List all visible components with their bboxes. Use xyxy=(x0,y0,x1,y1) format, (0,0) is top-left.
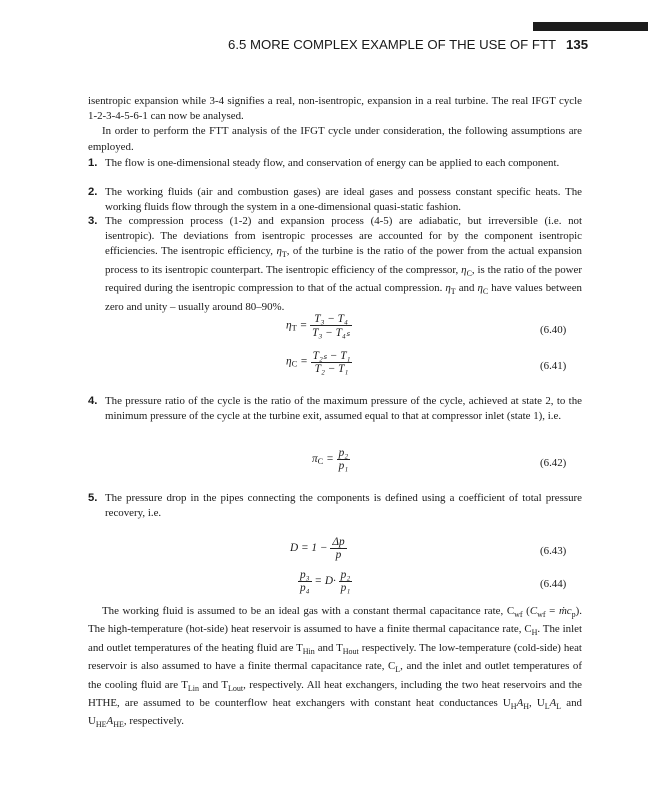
equation-number: (6.41) xyxy=(540,360,567,372)
intro-paragraph xyxy=(88,94,582,155)
list-item: 5. The pressure drop in the pipes connecting the components is defined using a coefficient of total pressure recovery, i.e. xyxy=(88,492,582,520)
equation-6-41: $\eta_C$ = $\frac{\text{T₂ₛ − T₁}}{\text{T₂ − T₁}}$ xyxy=(286,350,351,375)
list-item: 4. The pressure ratio of the cycle is the ratio of the maximum pressure of the cycle, achieved at state 2, to the minimum pressure of the cycle at the turbine exit, assumed equal to that at compressor inlet (state 1), i.e. xyxy=(88,395,582,423)
equation-number: (6.40) xyxy=(540,324,567,336)
equation-number: (6.42) xyxy=(540,457,567,469)
page-number: 135 xyxy=(566,37,589,52)
equation-6-44: $\frac{\text{p₃}}{\text{p₄}}$ = D· $\frac{\text{p₂}}{\text{p₁}}$ xyxy=(300,569,351,594)
running-header xyxy=(228,37,588,52)
intro-line-1: isentropic expansion while 3-4 signifies a real, non-isentropic, expansion in a real turbine. The real IFGT cycle 1-2-3-4-5-6-1 can now be analysed. xyxy=(88,95,582,123)
section-title: 6.5 MORE COMPLEX EXAMPLE OF THE USE OF FTT xyxy=(228,37,557,52)
equation-number: (6.43) xyxy=(540,545,567,557)
equation-number: (6.44) xyxy=(540,578,567,590)
equation-6-42: $\pi_C$ = $\frac{\text{p₂}}{\text{p₁}}$ xyxy=(312,447,349,472)
list-item: 1. The flow is one-dimensional steady flow, and conservation of energy can be applied to each component. xyxy=(88,157,560,169)
intro-line-2: In order to perform the FTT analysis of the IFGT cycle under consideration, the following assumptions are employed. xyxy=(88,125,582,153)
equation-6-43: D = 1 − $\frac{\Delta p}{p}$ xyxy=(290,536,345,561)
header-bar xyxy=(533,22,648,31)
list-item: 2. The working fluids (air and combustion gases) are ideal gases and possess constant specific heats. The working fluids flow through the system in a one-dimensional quasi-static fashion. xyxy=(88,186,582,214)
equation-6-40: $\eta_T$ = $\frac{\text{T₃ − T₄}}{\text{T₃ − T₄ₛ}}$ xyxy=(286,313,351,339)
closing-paragraph: The working fluid is assumed to be an ideal gas with a constant thermal capacitance rate, $C_{wf}$ ($C_{wf}$ = ṁc$_p$). The high-temperature (hot-side) heat reservoir is assumed to have a finite thermal capacitance rate, $C_H$. The inlet and outlet temperatures of the heating fluid are $T_{Hin}$ and $T_{Hout}$ respectively. The low-temperature (cold-side) heat reservoir is also assumed to have a finite thermal capacitance rate, $C_L$, and the inlet and outlet temperatures of the cooling fluid are $T_{Lin}$ and $T_{Lout}$, respectively. All heat exchangers, including the two heat reservoirs and the HTHE, are assumed to be counterflow heat exchangers with constant heat conductances $U_HA_H$, $U_LA_L$ and $U_{HE}A_{HE}$, respectively. xyxy=(88,605,582,730)
list-item: 3. The compression process (1-2) and expansion process (4-5) are adiabatic, but irreversible (i.e. not isentropic). The deviations from isentropic processes are accounted for by the component isentropic efficiencies. The isentropic efficiency, $\eta_T$, of the turbine is the ratio of the power from the actual expansion process to its isentropic counterpart. The isentropic efficiency of the compressor, $\eta_C$, is the ratio of the power required during the isentropic compression to that of the actual compression. $\eta_T$ and $\eta_C$ have values between zero and unity – usually around 80–90%. xyxy=(88,215,582,313)
